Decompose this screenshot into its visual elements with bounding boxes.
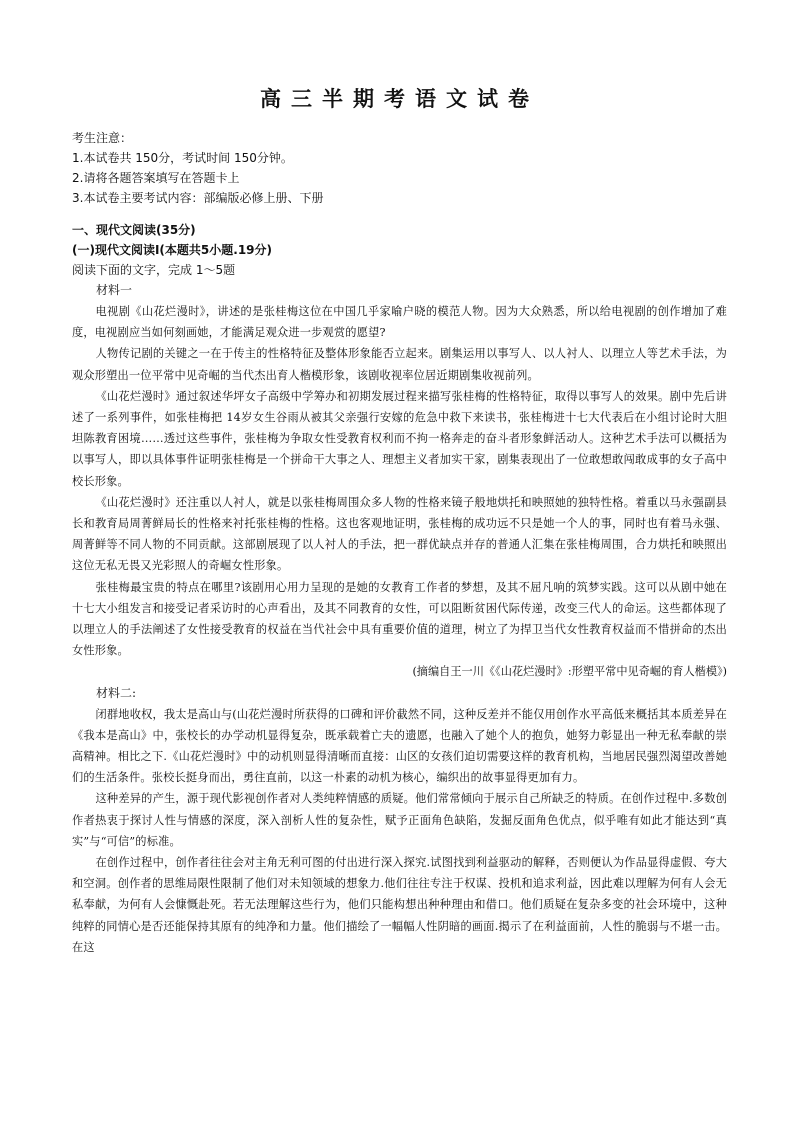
material2-paragraph: 闭群地收权，我太是高山与(山花烂漫时所获得的口碑和评价截然不同，这种反差并不能仅用创作水平高低来概括其本质差异在《我本是高山》中，张校长的办学动机显得复杂，既承载着亡夫的遗愿，也融入了她个人的抱负，她努力彰显出一种无私奉献的崇高精神。相比之下.《山花烂漫时》中的动机则显得清晰而直接：山区的女孩们迫切需要这样的教育机构，当地居民强烈渴望改善她们的生活条件。张校长挺身而出，勇往直前，以这一朴素的动机为核心，编织出的故事显得更加有力。 xyxy=(72,707,727,785)
material2-paragraph: 在创作过程中，创作者往往会对主角无利可图的付出进行深入探究.试图找到利益驱动的解释，否则便认为作品显得虚假、夸大和空洞。创作者的思维局限性限制了他们对未知领域的想象力.他们往往专注于权谋、投机和追求利益，因此难以理解为何有人会无私奉献，为何有人会慷慨赴死。若无法理解这些行为，他们只能构想出种种理由和借口。他们质疑在复杂多变的社会环境中，这种纯粹的同情心是否还能保持其原有的纯净和力量。他们描绘了一幅幅人性阴暗的画面.揭示了在利益面前，人性的脆弱与不堪一击。在这 xyxy=(72,856,727,954)
material1-paragraph: 《山花烂漫时》通过叙述华坪女子高级中学筹办和初期发展过程来描写张桂梅的性格特征，取得以事写人的效果。剧中先后讲述了一系列事件，如张桂梅把 14岁女生谷雨从被其父亲强行安嫁的危急中救下来读书，张桂梅进十七大代表后在小组讨论时大胆坦陈教育困境……透过这些事件，张桂梅为争取女性受教育权利而不拘一格奔走的奋斗者形象鲜活动人。这种艺术手法可以概括为以事写人，即以具体事件证明张桂梅是一个拼命干大事之人、理想主义者加实干家，剧集表现出了一位敢想敢闯敢成事的女子高中校长形象。 xyxy=(72,389,727,488)
material1-source: (摘编自王一川《《山花烂漫时》:形塑平常中见奇崛的育人楷模》) xyxy=(412,665,727,679)
notice-item: 3.本试卷主要考试内容：部编版必修上册、下册 xyxy=(72,191,324,205)
section-heading: 一、现代文阅读(35分) xyxy=(72,223,196,237)
notice-heading: 考生注意： xyxy=(72,131,133,145)
material1-paragraph: 张桂梅最宝贵的特点在哪里?该剧用心用力呈现的是她的女教育工作者的梦想，及其不屈凡响的筑梦实践。这可以从剧中她在十七大小组发言和接受记者采访时的心声看出，及其不同教育的女性，可以阻断贫困代际传递，改变三代人的命运。这些都体现了以理立人的手法阐述了女性接受教育的权益在当代社会中具有重要价值的道理，树立了为捍卫当代女性教育权益而不惜拼命的杰出女性形象。 xyxy=(72,580,727,658)
notice-item: 2.请将各题答案填写在答题卡上 xyxy=(72,171,240,185)
section-instruction: 阅读下面的文字，完成 1～5题 xyxy=(72,263,236,277)
material2-label: 材料二: xyxy=(96,685,137,700)
section-subheading: (一)现代文阅读Ⅰ(本题共5小题.19分) xyxy=(72,243,273,257)
material1-label: 材料一 xyxy=(96,283,133,297)
material1-paragraph: 电视剧《山花烂漫时》，讲述的是张桂梅这位在中国几乎家喻户晓的模范人物。因为大众熟悉，所以给电视剧的创作增加了难度，电视剧应当如何刻画她，才能满足观众进一步观赏的愿望? xyxy=(72,305,727,340)
material1-paragraph: 人物传记剧的关键之一在于传主的性格特征及整体形象能否立起来。剧集运用以事写人、以人衬人、以理立人等艺术手法，为观众形塑出一位平常中见奇崛的当代杰出育人楷模形象，该剧收视率位居近期剧集收视前列。 xyxy=(72,347,727,382)
notice-block xyxy=(72,128,727,208)
material2-paragraph: 这种差异的产生，源于现代影视创作者对人类纯粹情感的质疑。他们常常倾向于展示自己所缺乏的特质。在创作过程中.多数创作者热衷于探讨人性与情感的深度，深入剖析人性的复杂性，赋予正面角色缺陷，发掘反面角色优点，似乎唯有如此才能达到“真实”与“可信”的标准。 xyxy=(72,792,727,848)
notice-item: 1.本试卷共 150分，考试时间 150分钟。 xyxy=(72,151,293,165)
material1-paragraph: 《山花烂漫时》还注重以人衬人，就是以张桂梅周围众多人物的性格来镜子般地烘托和映照她的独特性格。着重以马永强副县长和教育局周菁鲜局长的性格来衬托张桂梅的性格。这也客观地证明，张桂梅的成功远不只是她一个人的事，同时也有着马永强、周菁鲜等不同人物的不同贡献。这部剧展现了以人衬人的手法，把一群优缺点并存的普通人汇集在张桂梅周围，合力烘托和映照出这位无私无畏又光彩照人的奇崛女性形象。 xyxy=(72,495,727,573)
page-title: 高三半期考语文试卷 xyxy=(260,86,539,111)
